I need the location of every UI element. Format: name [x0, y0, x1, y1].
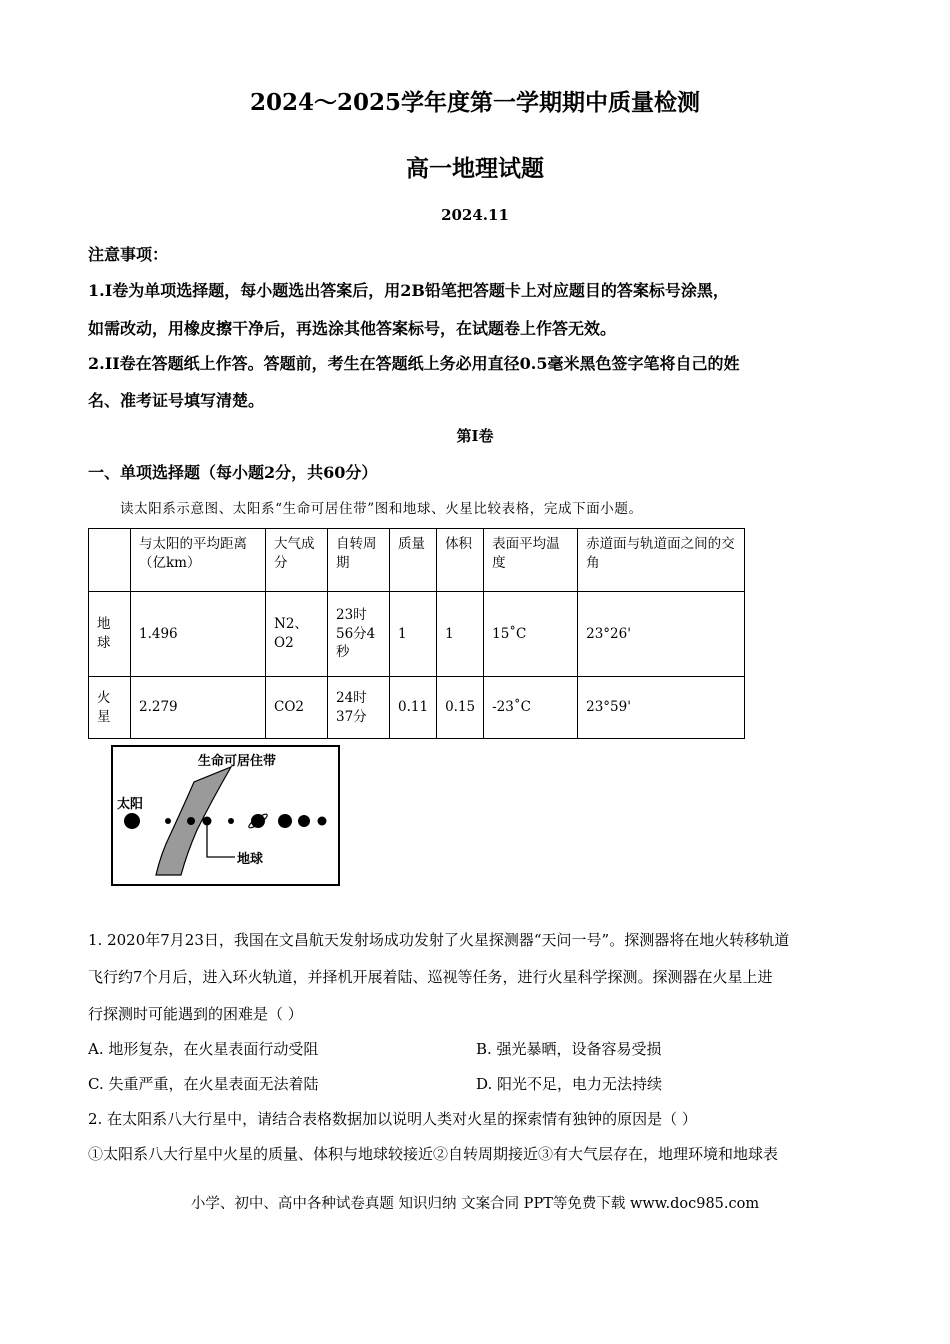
earth-icon [203, 817, 212, 826]
neptune-icon [318, 817, 327, 826]
table-cell: 23时56分4秒 [328, 592, 390, 677]
table-header-cell: 大气成分 [266, 529, 328, 592]
table-header-cell: 体积 [437, 529, 484, 592]
question-intro: 读太阳系示意图、太阳系“生命可居住带”图和地球、火星比较表格，完成下面小题。 [120, 501, 643, 517]
exam-subtitle: 高一地理试题 [406, 155, 544, 182]
sun-label: 太阳 [117, 797, 144, 812]
table-cell: 15˚C [484, 592, 578, 677]
option-c: C. 失重严重，在火星表面无法着陆 [88, 1075, 319, 1093]
table-cell: 2.279 [131, 677, 266, 739]
table-cell: -23˚C [484, 677, 578, 739]
notice-line: 1.I卷为单项选择题，每小题选出答案后，用2B铅笔把答题卡上对应题目的答案标号涂黑， [88, 281, 729, 300]
question-2-text: ①太阳系八大行星中火星的质量、体积与地球较接近②自转周期接近③有大气层存在，地理环境和地球表 [88, 1145, 779, 1163]
planet-comparison-table [88, 528, 745, 739]
table-row [89, 677, 745, 739]
table-cell: 24时37分 [328, 677, 390, 739]
sun-icon [124, 813, 140, 829]
table-cell: 地球 [89, 592, 131, 677]
habitable-zone-label: 生命可居住带 [198, 754, 277, 769]
notice-line: 2.II卷在答题纸上作答。答题前，考生在答题纸上务必用直径0.5毫米黑色签字笔将自己的姓 [88, 354, 740, 373]
table-cell: 0.11 [390, 677, 437, 739]
volume-label: 第I卷 [456, 427, 494, 445]
table-cell: N2、O2 [266, 592, 328, 677]
table-cell: 1 [390, 592, 437, 677]
option-d: D. 阳光不足，电力无法持续 [476, 1075, 663, 1093]
earth-label: 地球 [237, 852, 264, 867]
option-a: A. 地形复杂，在火星表面行动受阻 [88, 1040, 319, 1058]
table-cell: 0.15 [437, 677, 484, 739]
question-1-text: 飞行约7个月后，进入环火轨道，并择机开展着陆、巡视等任务，进行火星科学探测。探测器在火星上进 [88, 968, 773, 986]
notice-line: 名、准考证号填写清楚。 [88, 391, 265, 410]
table-cell: 1.496 [131, 592, 266, 677]
exam-title: 2024～2025学年度第一学期期中质量检测 [249, 89, 701, 116]
uranus-icon [298, 815, 310, 827]
table-cell: 23°59' [578, 677, 745, 739]
habitable-zone-diagram [111, 745, 340, 886]
question-2-text: 2. 在太阳系八大行星中，请结合表格数据加以说明人类对火星的探索情有独钟的原因是（ ） [88, 1110, 697, 1128]
page-footer: 小学、初中、高中各种试卷真题 知识归纳 文案合同 PPT等免费下载 www.doc985.com [190, 1196, 760, 1212]
question-1-text: 行探测时可能遇到的困难是（ ） [88, 1005, 303, 1023]
section-title: 一、单项选择题（每小题2分，共60分） [88, 463, 378, 482]
exam-date: 2024.11 [441, 206, 509, 224]
table-cell: 1 [437, 592, 484, 677]
question-1-text: 1. 2020年7月23日，我国在文昌航天发射场成功发射了火星探测器“天问一号”。探测器将在地火转移轨道 [88, 931, 790, 949]
mercury-icon [165, 818, 171, 824]
table-cell: CO2 [266, 677, 328, 739]
table-header-cell: 质量 [390, 529, 437, 592]
mars-icon [228, 818, 234, 824]
table-header-cell: 表面平均温度 [484, 529, 578, 592]
option-b: B. 强光暴晒，设备容易受损 [476, 1040, 662, 1058]
table-header-cell [89, 529, 131, 592]
saturn-icon [278, 814, 292, 828]
venus-icon [187, 817, 195, 825]
table-header-cell: 赤道面与轨道面之间的交角 [578, 529, 745, 592]
notice-line: 如需改动，用橡皮擦干净后，再选涂其他答案标号，在试题卷上作答无效。 [88, 319, 617, 338]
table-header-row [89, 529, 745, 592]
table-header-cell: 自转周期 [328, 529, 390, 592]
notice-heading: 注意事项： [88, 245, 169, 264]
table-cell: 火星 [89, 677, 131, 739]
table-header-cell: 与太阳的平均距离（亿km） [131, 529, 266, 592]
table-cell: 23°26' [578, 592, 745, 677]
table-row [89, 592, 745, 677]
